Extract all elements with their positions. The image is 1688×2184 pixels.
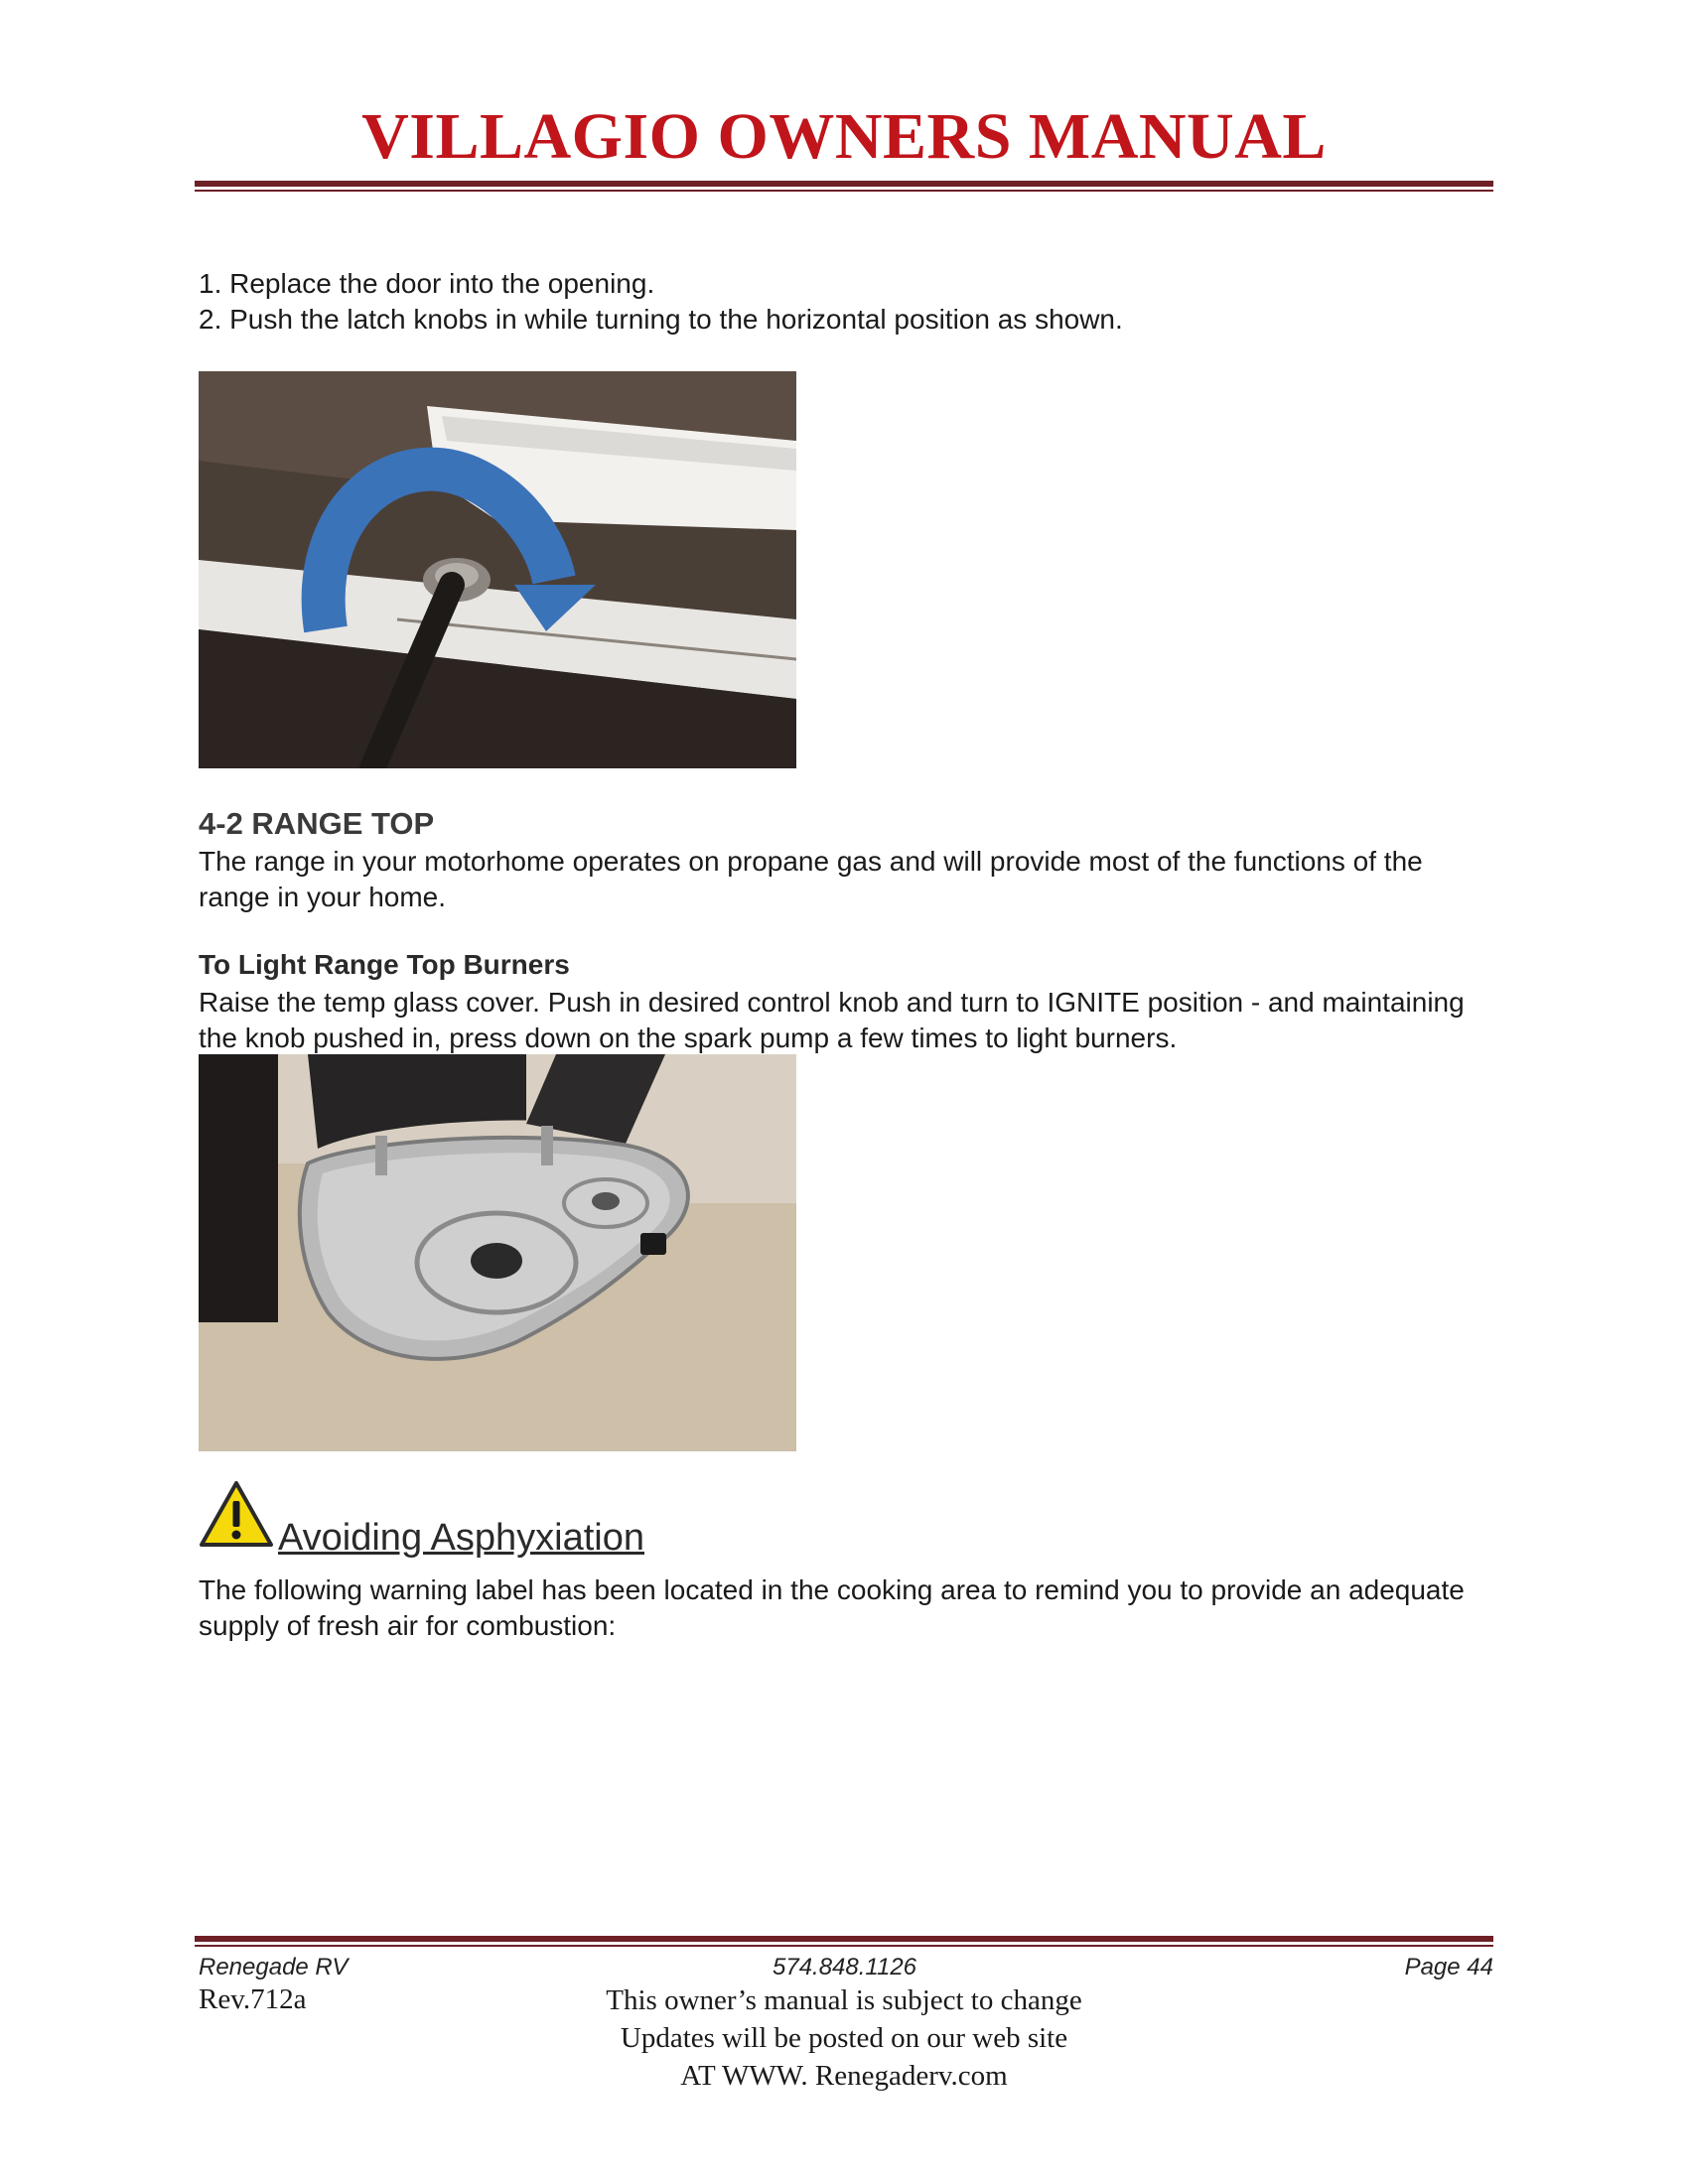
manual-title: VILLAGIO OWNERS MANUAL (361, 100, 1327, 173)
lighting-instructions: Raise the temp glass cover. Push in desired control knob and turn to IGNITE position - and maintaining the knob pushed in, press down on the spark pump a few times to light burners. (199, 987, 1465, 1053)
footer-rule-thin (195, 1945, 1493, 1947)
section-intro: The range in your motorhome operates on propane gas and will provide most of the functions of the range in your home. (199, 846, 1423, 912)
footer-company: Renegade RV (199, 1954, 349, 1980)
latch-knob-photo (199, 371, 796, 768)
step-2: 2. Push the latch knobs in while turning to the horizontal position as shown. (199, 304, 1123, 335)
notice-line-2: Updates will be posted on our web site (620, 2022, 1068, 2054)
warning-text: The following warning label has been located in the cooking area to remind you to provide an adequate supply of fresh air for combustion: (199, 1574, 1465, 1641)
range-top-photo (199, 1054, 796, 1451)
steps-list (199, 266, 1499, 338)
notice-line-1: This owner’s manual is subject to change (606, 1984, 1082, 2016)
step-1: 1. Replace the door into the opening. (199, 268, 655, 299)
footer-revision: Rev.712a (199, 1983, 307, 2015)
footer-page-number: Page 44 (1404, 1954, 1493, 1980)
footer-notice (516, 1981, 1172, 2095)
footer-rule (195, 1936, 1493, 1942)
header-rule-thin (195, 190, 1493, 192)
subheading: To Light Range Top Burners (199, 949, 570, 980)
section-heading: 4-2 RANGE TOP (199, 806, 435, 841)
notice-line-3: AT WWW. Renegaderv.com (680, 2060, 1008, 2092)
footer-phone: 574.848.1126 (773, 1954, 917, 1980)
warning-triangle-icon (199, 1479, 274, 1549)
header-rule (195, 181, 1493, 187)
warning-heading: Avoiding Asphyxiation (278, 1517, 644, 1559)
